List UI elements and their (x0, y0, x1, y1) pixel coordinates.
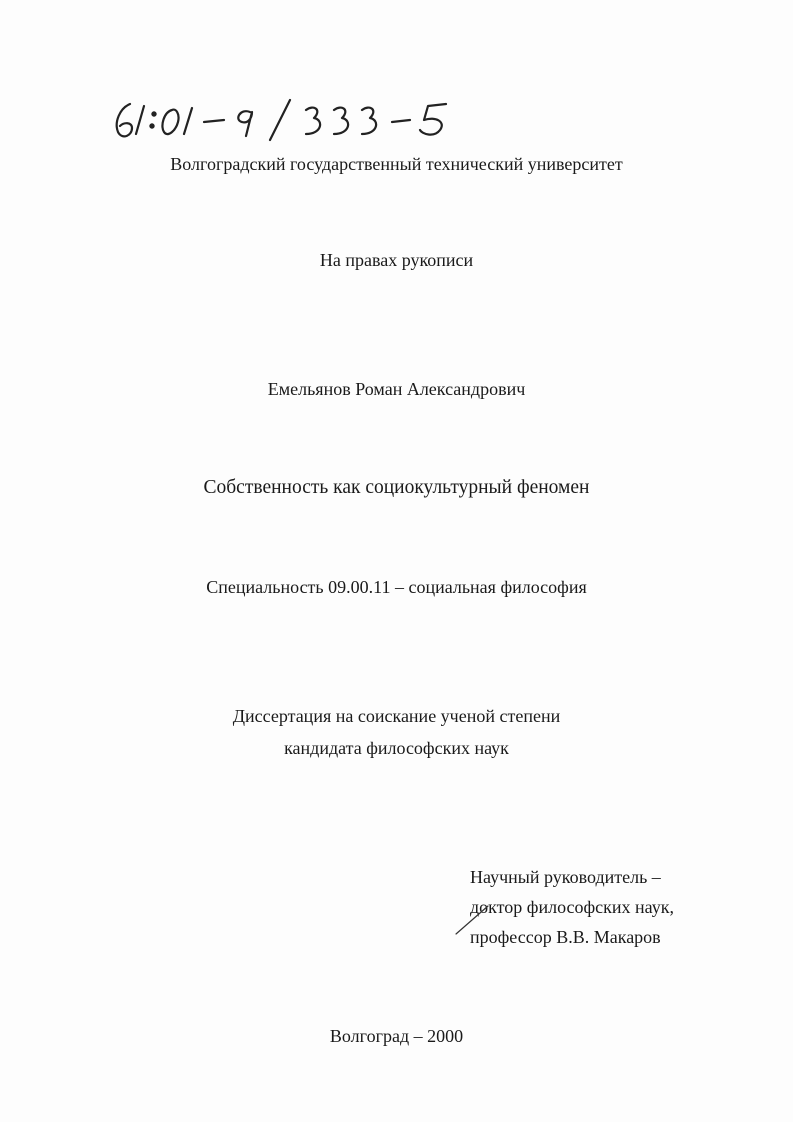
author-name: Емельянов Роман Александрович (267, 379, 526, 399)
degree-line-2: кандидата философских наук (284, 738, 509, 758)
manuscript-rights-note: На правах рукописи (319, 250, 474, 270)
degree-line-1: Диссертация на соискание ученой степени (232, 706, 561, 726)
advisor-line-2: доктор философских наук, (470, 897, 674, 917)
handwritten-catalog-number (100, 92, 480, 144)
specialty-line: Специальность 09.00.11 – социальная философия (206, 577, 587, 597)
place-and-year: Волгоград – 2000 (329, 1026, 464, 1046)
pen-mark (452, 900, 492, 940)
advisor-line-1: Научный руководитель – (470, 867, 661, 887)
advisor-line-3: профессор В.В. Макаров (470, 927, 661, 947)
scientific-advisor-block (470, 862, 770, 952)
institution-name: Волгоградский государственный технический университет (170, 154, 623, 174)
dissertation-title: Собственность как социокультурный феномен (203, 477, 590, 498)
